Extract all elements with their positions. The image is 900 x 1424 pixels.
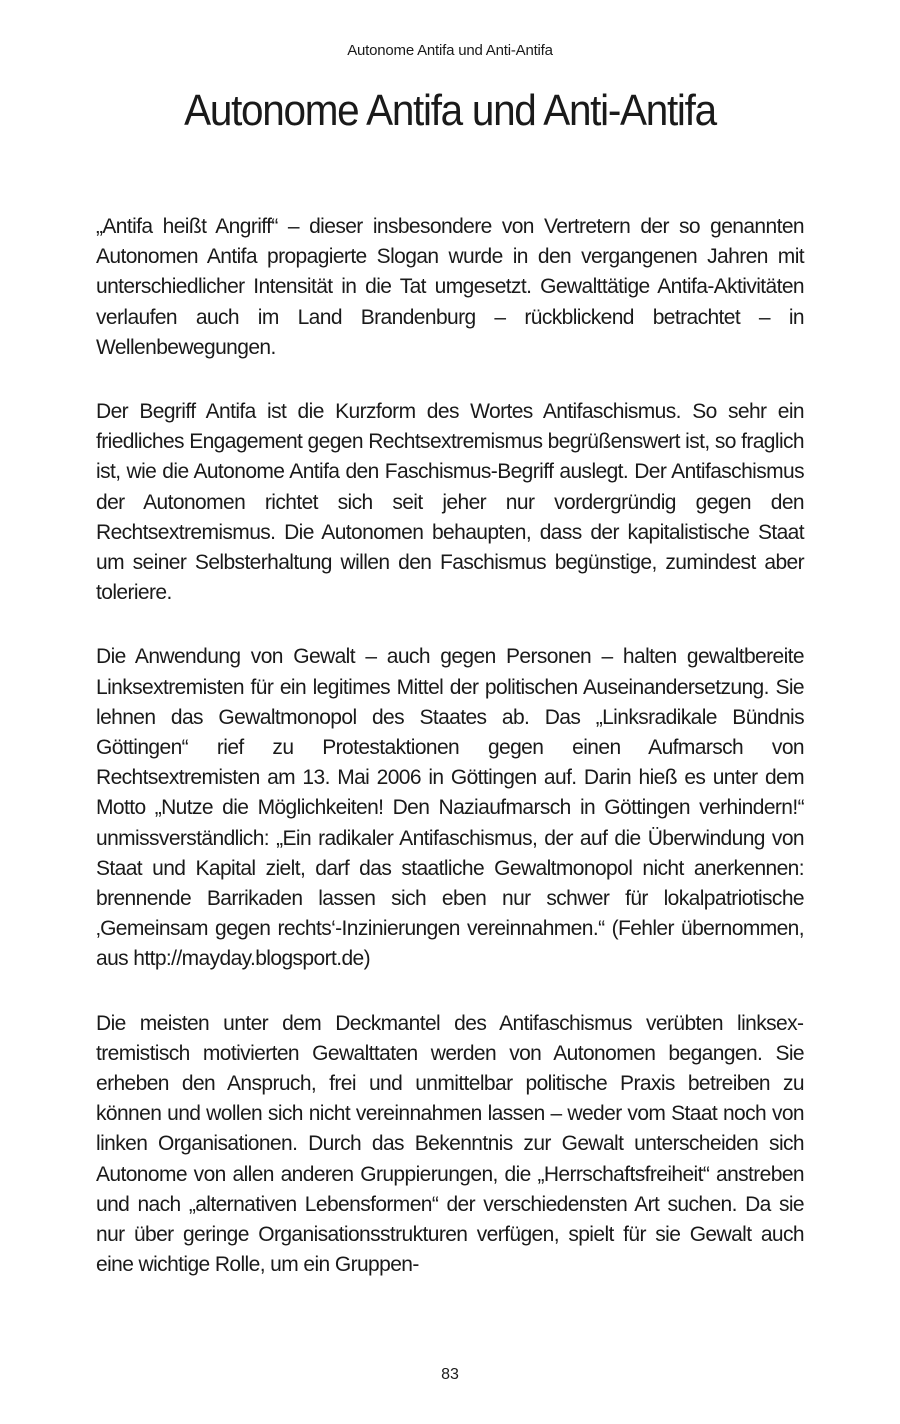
paragraph-2: Der Begriff Antifa ist die Kurzform des Wortes Antifaschismus. So sehr ein friedliches Engagement gegen Rechtsextremismus begrüßenswert ist, so fraglich ist, wie die Autonome Antifa den Faschismus-Begriff auslegt. Der Antifaschismus der Autonomen richtet sich seit jeher nur vordergründig gegen den Rechtsextremismus. Die Autonomen behaupten, dass der kapitalistische Staat um seiner Selbsterhaltung willen den Faschismus begünstige, zumindest aber toleriere. bbox=[96, 400, 804, 605]
paragraph-1: „Antifa heißt Angriff“ – dieser insbesondere von Vertretern der so genannten Autonomen Antifa propagierte Slogan wurde in den vergangenen Jahren mit unterschiedlicher Intensität in die Tat umgesetzt. Gewalttätige Antifa-Aktivitäten verlaufen auch im Land Brandenburg – rückblickend betrachtet – in Wellenbewegungen. bbox=[96, 215, 804, 359]
paragraph-3: Die Anwendung von Gewalt – auch gegen Personen – halten gewaltbereite Linksextremisten für ein legitimes Mittel der politischen Auseinandersetzung. Sie lehnen das Gewaltmonopol des Staates ab. Das „Linksradikale Bündnis Göttingen“ rief zu Protestaktionen gegen einen Aufmarsch von Rechtsextremisten am 13. Mai 2006 in Göttingen auf. Darin hieß es unter dem Motto „Nutze die Möglichkeiten! Den Naziaufmarsch in Göttingen verhindern!“ unmissverständlich: „Ein radikaler Antifaschismus, der auf die Überwindung von Staat und Kapital zielt, darf das staatliche Gewaltmonopol nicht anerkennen: brennende Barrikaden lassen sich eben nur schwer für lokalpatriotische ‚Gemeinsam gegen rechts‘-Inzinierungen vereinnahmen.“ (Fehler übernommen, aus http://mayday.blogsport.de) bbox=[96, 645, 804, 971]
page-number: 83 bbox=[441, 1366, 459, 1383]
running-header: Autonome Antifa und Anti-Antifa bbox=[347, 42, 553, 59]
body-text bbox=[96, 212, 804, 1315]
paragraph-4: Die meisten unter dem Deckmantel des Antifaschismus verübten linksextremistisch motivierten Gewalttaten werden von Autonomen begangen. Sie erheben den Anspruch, frei und unmittelbar politische Praxis betreiben zu können und wollen sich nicht vereinnahmen lassen – weder vom Staat noch von linken Organisationen. Durch das Bekenntnis zur Gewalt unterscheiden sich Autonome von allen anderen Gruppierungen, die „Herrschaftsfreiheit“ anstreben und nach „alternativen Lebensformen“ der verschiedensten Art suchen. Da sie nur über geringe Organisationsstrukturen verfügen, spielt für sie Gewalt auch eine wichtige Rolle, um ein Gruppen- bbox=[96, 1011, 804, 1277]
page-title: Autonome Antifa und Anti-Antifa bbox=[184, 86, 716, 135]
